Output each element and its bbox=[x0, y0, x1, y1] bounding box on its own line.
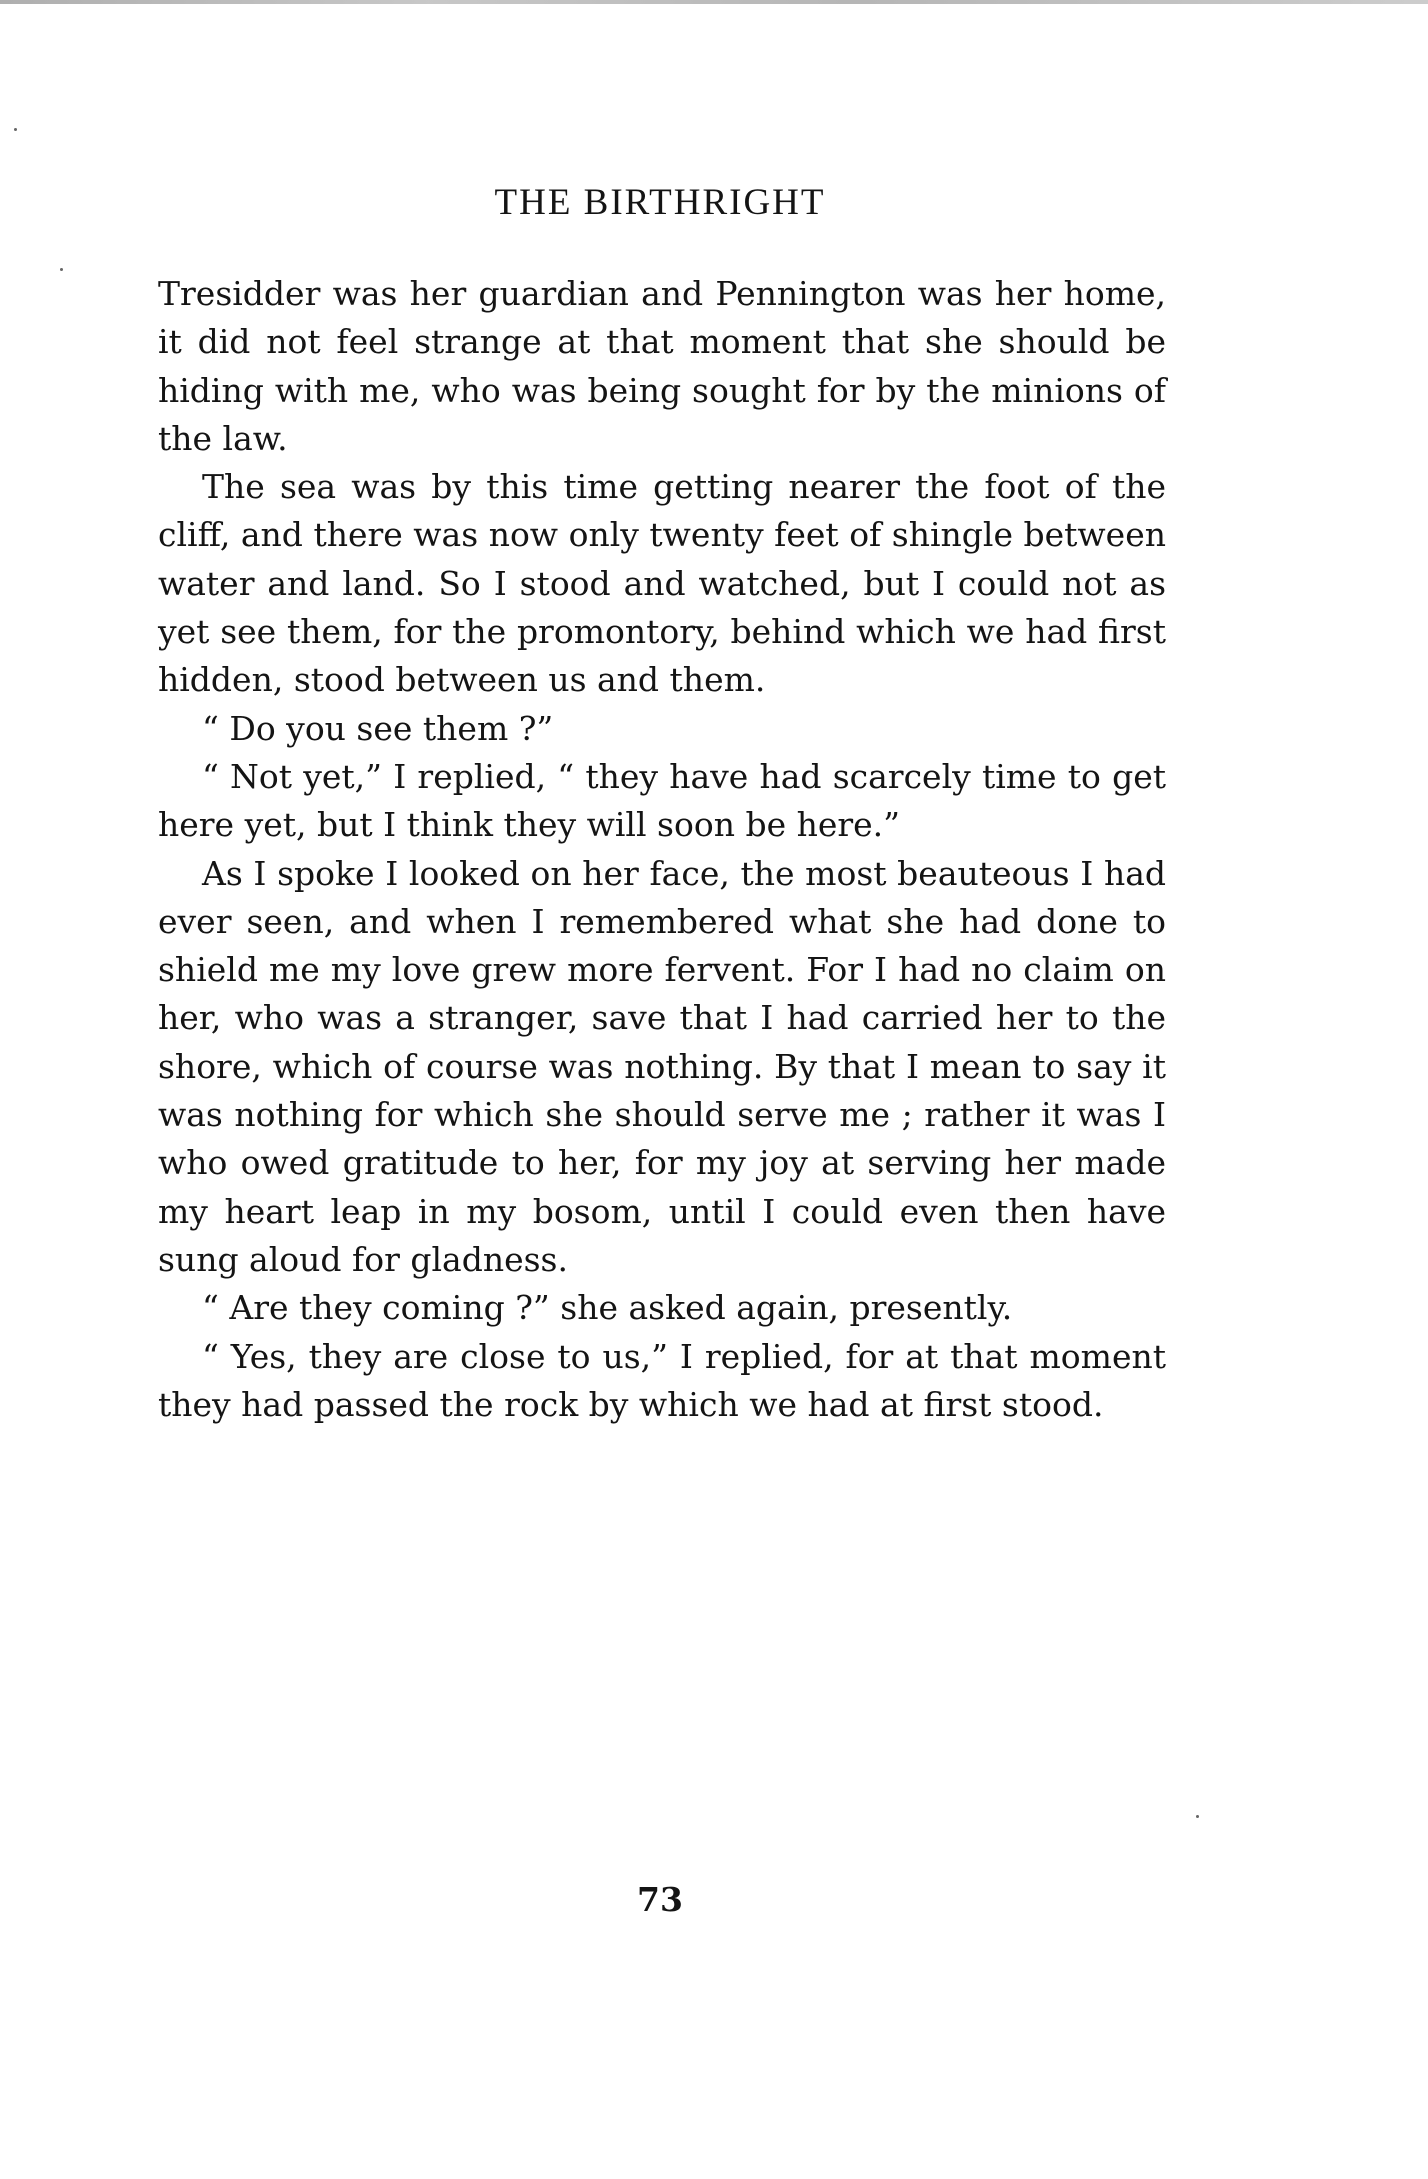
paragraph-2: The sea was by this time getting nearer the foot of the cliff, and there was now only twenty feet of shingle between water and land. So I stood and watched, but I could not as yet see them, for the promontory, behind which we had first hidden, stood between us and them. bbox=[158, 467, 1166, 700]
scan-speck bbox=[14, 128, 17, 131]
scan-top-edge bbox=[0, 0, 1428, 4]
paragraph-4: “ Not yet,” I replied, “ they have had scarcely time to get here yet, but I think they will soon be here.” bbox=[158, 756, 1166, 845]
paragraph-1: Tresidder was her guardian and Pennington was her home, it did not feel strange at that moment that she should be hiding with me, who was being sought for by the minions of the law. bbox=[158, 274, 1166, 458]
paragraph-7: “ Yes, they are close to us,” I replied, for at that moment they had passed the rock by which we had at first stood. bbox=[158, 1336, 1166, 1424]
paragraph-6: “ Are they coming ?” she asked again, presently. bbox=[202, 1288, 1013, 1328]
paragraph-5: As I spoke I looked on her face, the most beauteous I had ever seen, and when I remembered what she had done to shield me my love grew more fervent. For I had no claim on her, who was a stranger, save that I had carried her to the shore, which of course was nothing. By that I mean to say it was nothing for which she should serve me ; rather it was I who owed gratitude to her, for my joy at serving her made my heart leap in my bosom, until I could even then have sung aloud for gladness. bbox=[158, 853, 1166, 1279]
running-head: THE BIRTHRIGHT bbox=[494, 182, 826, 223]
scan-speck bbox=[60, 268, 63, 271]
body-text bbox=[158, 270, 1166, 1429]
paragraph-3: “ Do you see them ?” bbox=[202, 708, 554, 748]
page-number: 73 bbox=[637, 1880, 683, 1919]
scan-speck bbox=[1196, 1815, 1199, 1818]
